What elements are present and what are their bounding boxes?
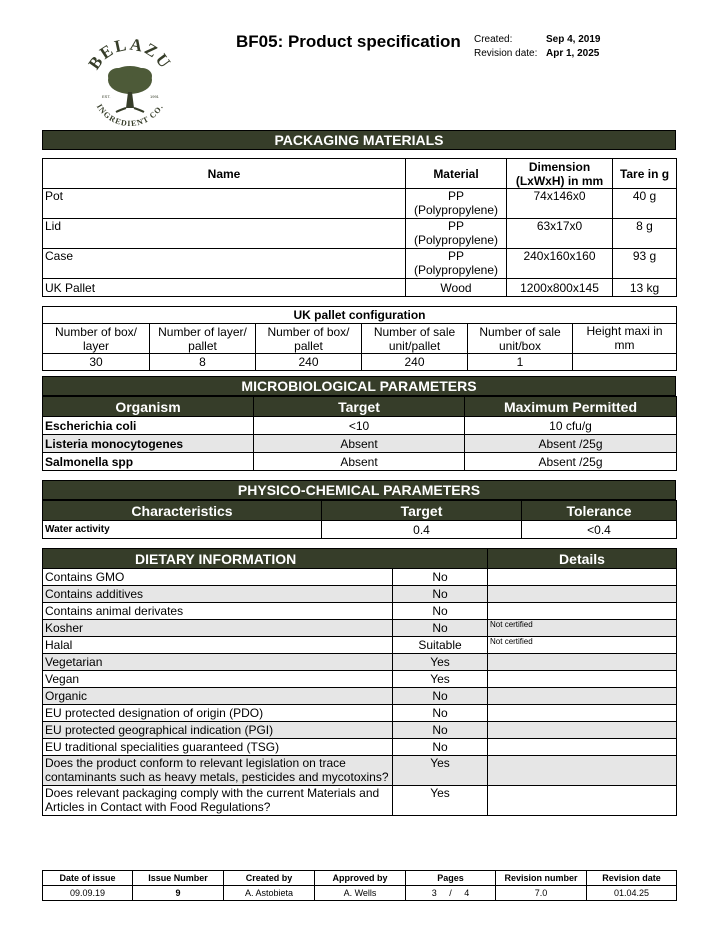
packaging-dimension: 63x17x0 bbox=[507, 219, 613, 249]
dietary-value: Yes bbox=[393, 786, 488, 816]
table-row bbox=[43, 654, 677, 671]
footer-header: Date of issue bbox=[43, 871, 133, 886]
dietary-label: Contains animal derivates bbox=[43, 603, 393, 620]
logo-est: EST. bbox=[102, 94, 111, 99]
table-row bbox=[43, 603, 677, 620]
dietary-details bbox=[488, 722, 677, 739]
pallet-value: 240 bbox=[362, 354, 468, 371]
table-row bbox=[43, 189, 677, 219]
dietary-value: No bbox=[393, 739, 488, 756]
pallet-header: Number of box/ layer bbox=[43, 324, 150, 354]
dietary-label: Does relevant packaging comply with the current Materials and Articles in Contact with Food Regulations? bbox=[43, 786, 393, 816]
dietary-details bbox=[488, 705, 677, 722]
pallet-value: 8 bbox=[150, 354, 256, 371]
packaging-section-title: PACKAGING MATERIALS bbox=[42, 130, 676, 150]
packaging-name: Pot bbox=[43, 189, 406, 219]
revision-value: Apr 1, 2025 bbox=[546, 48, 600, 59]
footer-revision-date: 01.04.25 bbox=[587, 886, 677, 901]
logo-year: 1991 bbox=[150, 94, 159, 99]
micro-header-max: Maximum Permitted bbox=[465, 397, 677, 417]
table-row bbox=[43, 521, 677, 539]
footer-issue-number: 9 bbox=[133, 886, 224, 901]
table-row bbox=[43, 279, 677, 297]
dietary-value: No bbox=[393, 586, 488, 603]
dietary-label: Vegetarian bbox=[43, 654, 393, 671]
table-row bbox=[43, 586, 677, 603]
dietary-details bbox=[488, 586, 677, 603]
micro-target: Absent bbox=[254, 453, 465, 471]
table-row bbox=[43, 722, 677, 739]
table-row bbox=[43, 637, 677, 654]
dietary-label: Does the product conform to relevant legislation on trace contaminants such as heavy metals, pesticides and mycotoxins? bbox=[43, 756, 393, 786]
dietary-section-title bbox=[43, 549, 488, 569]
dietary-label: EU traditional specialities guaranteed (TSG) bbox=[43, 739, 393, 756]
micro-organism: Escherichia coli bbox=[43, 417, 254, 435]
dietary-value: No bbox=[393, 603, 488, 620]
table-row bbox=[43, 354, 677, 371]
physico-table bbox=[42, 500, 677, 539]
dietary-label: Contains additives bbox=[43, 586, 393, 603]
physico-target: 0.4 bbox=[322, 521, 522, 539]
dietary-details bbox=[488, 654, 677, 671]
micro-table bbox=[42, 396, 677, 471]
pallet-value: 240 bbox=[256, 354, 362, 371]
dietary-value: No bbox=[393, 620, 488, 637]
pallet-value: 1 bbox=[468, 354, 573, 371]
pallet-header: Number of layer/ pallet bbox=[150, 324, 256, 354]
packaging-name: Case bbox=[43, 249, 406, 279]
dietary-label: Contains GMO bbox=[43, 569, 393, 586]
dietary-details: Not certified bbox=[488, 620, 677, 637]
dietary-title-text: DIETARY INFORMATION bbox=[135, 550, 297, 567]
physico-header-tolerance: Tolerance bbox=[522, 501, 677, 521]
physico-characteristic: Water activity bbox=[43, 521, 322, 539]
table-row bbox=[43, 786, 677, 816]
footer-header: Revision number bbox=[496, 871, 587, 886]
logo-brand: BELAZU bbox=[84, 36, 176, 73]
table-row bbox=[43, 620, 677, 637]
footer-header: Approved by bbox=[315, 871, 406, 886]
created-label: Created: bbox=[474, 34, 513, 45]
dietary-details-header: Details bbox=[488, 549, 677, 569]
packaging-tare: 40 g bbox=[613, 189, 677, 219]
packaging-header-dimension: Dimension (LxWxH) in mm bbox=[507, 159, 613, 189]
footer-pages: 3 / 4 bbox=[406, 886, 496, 901]
footer-header: Created by bbox=[224, 871, 315, 886]
pallet-value bbox=[573, 354, 677, 371]
dietary-details bbox=[488, 756, 677, 786]
dietary-label: EU protected designation of origin (PDO) bbox=[43, 705, 393, 722]
dietary-value: No bbox=[393, 722, 488, 739]
packaging-material: PP (Polypropylene) bbox=[406, 219, 507, 249]
table-row bbox=[43, 249, 677, 279]
footer-header: Pages bbox=[406, 871, 496, 886]
company-logo bbox=[80, 36, 180, 126]
table-row bbox=[43, 705, 677, 722]
physico-section-title: PHYSICO-CHEMICAL PARAMETERS bbox=[42, 480, 676, 500]
table-row bbox=[43, 417, 677, 435]
packaging-header-material: Material bbox=[406, 159, 507, 189]
page-title: BF05: Product specification bbox=[236, 32, 461, 51]
micro-header-target: Target bbox=[254, 397, 465, 417]
dietary-details bbox=[488, 688, 677, 705]
packaging-header-name: Name bbox=[43, 159, 406, 189]
dietary-value: Yes bbox=[393, 654, 488, 671]
table-row bbox=[43, 435, 677, 453]
packaging-material: PP (Polypropylene) bbox=[406, 249, 507, 279]
packaging-tare: 13 kg bbox=[613, 279, 677, 297]
table-row bbox=[43, 688, 677, 705]
dietary-details: Not certified bbox=[488, 637, 677, 654]
footer-revision-number: 7.0 bbox=[496, 886, 587, 901]
footer-header: Issue Number bbox=[133, 871, 224, 886]
footer-date-of-issue: 09.09.19 bbox=[43, 886, 133, 901]
dietary-value: No bbox=[393, 688, 488, 705]
footer-header: Revision date bbox=[587, 871, 677, 886]
micro-target: <10 bbox=[254, 417, 465, 435]
packaging-tare: 8 g bbox=[613, 219, 677, 249]
pallet-header: Number of box/ pallet bbox=[256, 324, 362, 354]
dietary-details bbox=[488, 603, 677, 620]
micro-section-title: MICROBIOLOGICAL PARAMETERS bbox=[42, 376, 676, 396]
packaging-material: PP (Polypropylene) bbox=[406, 189, 507, 219]
pallet-header: Number of sale unit/box bbox=[468, 324, 573, 354]
pallet-table bbox=[42, 306, 677, 371]
dietary-table bbox=[42, 548, 677, 816]
dietary-details bbox=[488, 569, 677, 586]
packaging-dimension: 1200x800x145 bbox=[507, 279, 613, 297]
packaging-dimension: 240x160x160 bbox=[507, 249, 613, 279]
footer-approved-by: A. Wells bbox=[315, 886, 406, 901]
table-row bbox=[43, 886, 677, 901]
table-row bbox=[43, 219, 677, 249]
packaging-material: Wood bbox=[406, 279, 507, 297]
dietary-label: Kosher bbox=[43, 620, 393, 637]
dietary-label: Halal bbox=[43, 637, 393, 654]
dietary-value: No bbox=[393, 569, 488, 586]
micro-max: 10 cfu/g bbox=[465, 417, 677, 435]
dietary-value: Yes bbox=[393, 671, 488, 688]
dietary-details bbox=[488, 671, 677, 688]
dietary-value: Suitable bbox=[393, 637, 488, 654]
micro-max: Absent /25g bbox=[465, 453, 677, 471]
micro-target: Absent bbox=[254, 435, 465, 453]
pallet-header: Number of sale unit/pallet bbox=[362, 324, 468, 354]
revision-label: Revision date: bbox=[474, 48, 538, 59]
physico-tolerance: <0.4 bbox=[522, 521, 677, 539]
dietary-label: Organic bbox=[43, 688, 393, 705]
dietary-details bbox=[488, 786, 677, 816]
pallet-value: 30 bbox=[43, 354, 150, 371]
packaging-name: Lid bbox=[43, 219, 406, 249]
dietary-label: EU protected geographical indication (PGI) bbox=[43, 722, 393, 739]
packaging-header-tare: Tare in g bbox=[613, 159, 677, 189]
dietary-label: Vegan bbox=[43, 671, 393, 688]
created-value: Sep 4, 2019 bbox=[546, 34, 601, 45]
table-row bbox=[43, 671, 677, 688]
table-row bbox=[43, 569, 677, 586]
packaging-name: UK Pallet bbox=[43, 279, 406, 297]
dietary-value: No bbox=[393, 705, 488, 722]
micro-organism: Salmonella spp bbox=[43, 453, 254, 471]
micro-max: Absent /25g bbox=[465, 435, 677, 453]
packaging-table bbox=[42, 158, 677, 297]
table-row bbox=[43, 739, 677, 756]
pallet-header: Height maxi in mm bbox=[573, 324, 677, 354]
table-row bbox=[43, 756, 677, 786]
footer-created-by: A. Astobieta bbox=[224, 886, 315, 901]
physico-header-target: Target bbox=[322, 501, 522, 521]
packaging-dimension: 74x146x0 bbox=[507, 189, 613, 219]
micro-header-organism: Organism bbox=[43, 397, 254, 417]
dietary-value: Yes bbox=[393, 756, 488, 786]
footer-table bbox=[42, 870, 677, 901]
dietary-details bbox=[488, 739, 677, 756]
table-row bbox=[43, 453, 677, 471]
pallet-title: UK pallet configuration bbox=[43, 307, 677, 324]
packaging-tare: 93 g bbox=[613, 249, 677, 279]
logo-tagline: INGREDIENT CO. bbox=[94, 102, 166, 126]
physico-header-characteristics: Characteristics bbox=[43, 501, 322, 521]
micro-organism: Listeria monocytogenes bbox=[43, 435, 254, 453]
